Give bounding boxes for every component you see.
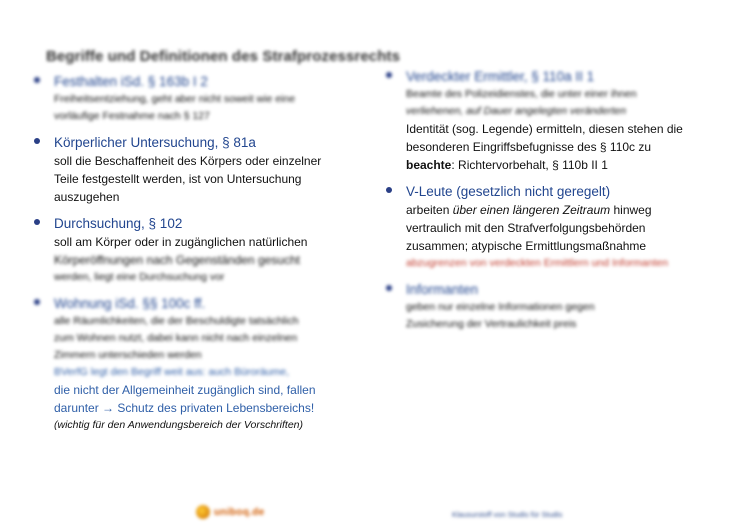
item-text: verliehenen, auf Dauer angelegten veränderten	[406, 105, 627, 117]
item-text: besonderen Eingriffsbefugnisse des § 110c zu	[406, 140, 652, 154]
bullet-icon	[34, 219, 40, 225]
left-column	[32, 72, 352, 442]
item-text: Freiheitsentziehung, geht aber nicht soweit wie eine	[54, 93, 296, 105]
item-text: soll am Körper oder in zugänglichen natürlichen	[54, 235, 308, 249]
item-heading: Wohnung iSd. §§ 100c ff.	[54, 296, 206, 311]
item-text-blue: BVerfG legt den Begriff weit aus: auch Büroräume,	[54, 366, 290, 378]
footer-caption: Klausurstoff von Studis für Studis	[452, 510, 563, 519]
item-text: arbeiten über einen längeren Zeitraum hinweg	[406, 203, 652, 217]
item-text: Zusicherung der Vertraulichkeit preis	[406, 318, 577, 330]
item-text: soll die Beschaffenheit des Körpers oder einzelner	[54, 154, 322, 168]
beachte-label: beachte	[406, 158, 452, 172]
item-heading: Festhalten iSd. § 163b I 2	[54, 74, 208, 89]
footer-logo	[196, 505, 264, 519]
item-text: auszugehen	[54, 190, 120, 204]
bullet-icon	[34, 138, 40, 144]
item-heading: Körperlicher Untersuchung, § 81a	[54, 135, 256, 150]
item-text: darunter → Schutz des privaten Lebensbereichs!	[54, 401, 315, 415]
item-note: (wichtig für den Anwendungsbereich der Vorschriften)	[54, 419, 304, 431]
list-item-koerperliche-untersuchung	[32, 133, 352, 206]
item-text: werden, liegt eine Durchsuchung vor	[54, 271, 225, 283]
item-text-red: abzugrenzen von verdeckten Ermittlern und Informanten	[406, 257, 669, 269]
bullet-icon	[386, 285, 392, 291]
item-heading: Informanten	[406, 282, 479, 297]
item-text: vertraulich mit den Strafverfolgungsbehörden	[406, 221, 646, 235]
item-text: Körperöffnungen nach Gegenständen gesucht	[54, 253, 300, 267]
item-text: die nicht der Allgemeinheit zugänglich sind, fallen	[54, 383, 316, 397]
item-text: Identität (sog. Legende) ermitteln, diesen stehen die	[406, 122, 683, 136]
logo-icon	[196, 505, 210, 519]
item-text-beachte	[406, 156, 724, 174]
list-item-durchsuchung	[32, 214, 352, 286]
bullet-icon	[34, 77, 40, 83]
item-text: vorläufige Festnahme nach § 127	[54, 110, 210, 122]
item-heading: Verdeckter Ermittler, § 110a II 1	[406, 69, 595, 84]
item-text: geben nur einzelne Informationen gegen	[406, 301, 595, 313]
list-item-wohnung	[32, 294, 352, 434]
item-heading: Durchsuchung, § 102	[54, 216, 183, 231]
item-text: Teile festgestellt werden, ist von Untersuchung	[54, 172, 302, 186]
list-item-festhalten	[32, 72, 352, 125]
list-item-verdeckter-ermittler	[384, 67, 724, 174]
item-text: zum Wohnen nutzt, dabei kann nicht nach einzelnen	[54, 332, 298, 344]
item-text: Beamte des Polizeidienstes, die unter einer ihnen	[406, 88, 637, 100]
list-item-v-leute	[384, 182, 724, 272]
item-heading: V-Leute (gesetzlich nicht geregelt)	[406, 184, 611, 199]
item-text: zusammen; atypische Ermittlungsmaßnahme	[406, 239, 647, 253]
page-title: Begriffe und Definitionen des Strafprozessrechts	[46, 48, 401, 65]
item-text: alle Räumlichkeiten, die der Beschuldigte tatsächlich	[54, 315, 299, 327]
item-text: Zimmern unterschieden werden	[54, 349, 202, 361]
bullet-icon	[34, 299, 40, 305]
bullet-icon	[386, 72, 392, 78]
list-item-informanten	[384, 280, 724, 333]
bullet-icon	[386, 187, 392, 193]
logo-text: uniboq.de	[214, 506, 265, 518]
beachte-text: : Richtervorbehalt, § 110b II 1	[451, 158, 608, 172]
right-column	[384, 67, 724, 341]
